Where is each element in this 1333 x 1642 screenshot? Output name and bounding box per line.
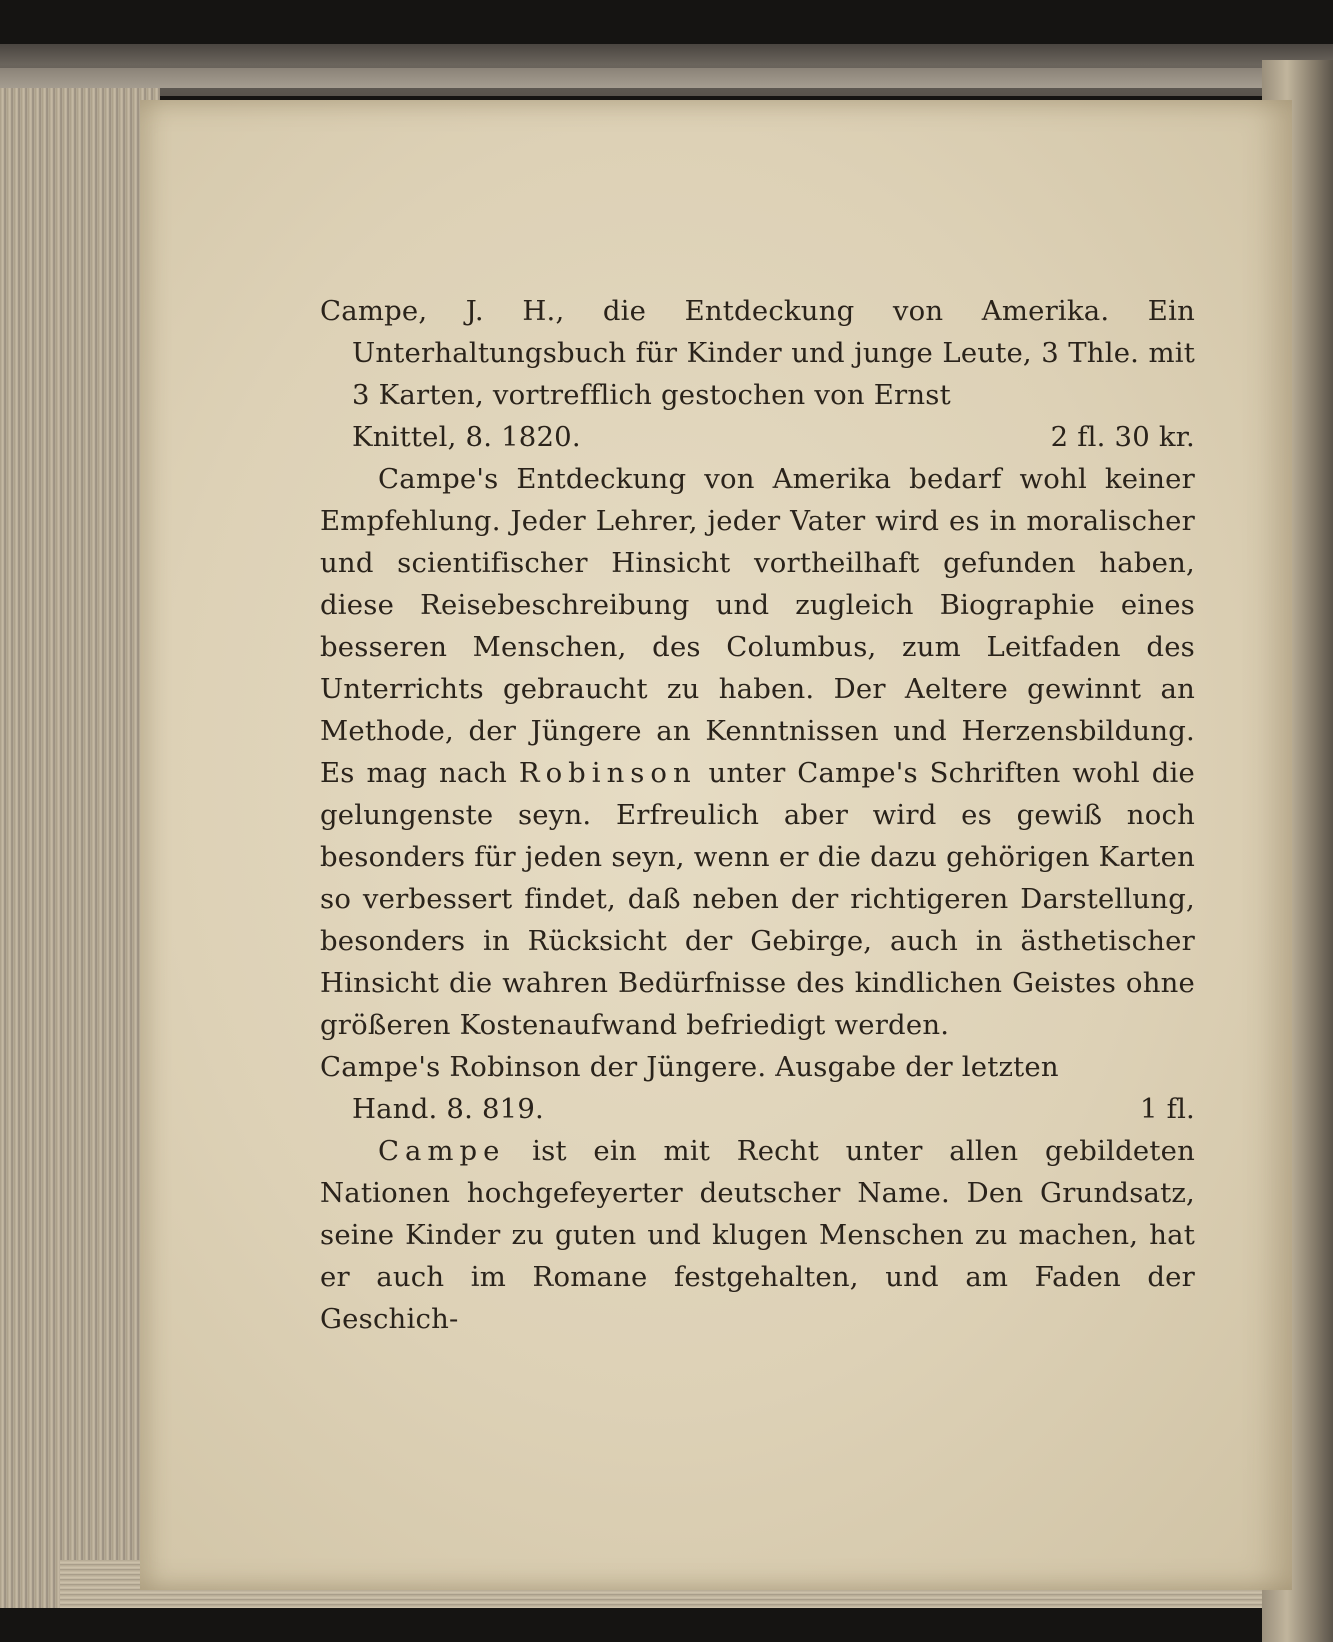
entry-description-spaced: Robinson: [518, 757, 697, 789]
entry-price: 1 fl.: [1140, 1093, 1195, 1125]
catalog-entry: [320, 290, 1195, 1046]
entry-imprint: Hand. 8. 819.: [352, 1093, 544, 1125]
book-page-stack-left: [0, 88, 160, 1608]
entry-description-text: ist ein mit Recht unter allen gebildeten Nationen hochgefeyerter deutscher Name. Den Grundsatz, seine Kinder zu guten und klugen Menschen zu machen, hat er auch im Romane festgehalten, und am Faden der Geschich-: [320, 1135, 1195, 1335]
page-text: [320, 290, 1195, 1340]
entry-title: Campe's Robinson der Jüngere. Ausgabe der letzten: [320, 1051, 1059, 1083]
entry-description-spaced: Campe: [378, 1135, 506, 1167]
entry-title: Campe, J. H., die Entdeckung von Amerika. Ein Unterhaltungsbuch für Kinder und junge Leute, 3 Thle. mit 3 Karten, vortrefflich gestochen von Ernst: [320, 295, 1195, 411]
entry-description-text: Campe's Entdeckung von Amerika bedarf wohl keiner Empfehlung. Jeder Lehrer, jeder Vater wird es in moralischer und scientifischer Hinsicht vortheilhaft gefunden haben, diese Reisebeschreibung und zugleich Biographie eines besseren Menschen, des Columbus, zum Leitfaden des Unterrichts gebraucht zu haben. Der Aeltere gewinnt an Methode, der Jüngere an Kenntnissen und Herzensbildung. Es mag nach: [320, 463, 1195, 789]
entry-description: [320, 458, 1195, 1046]
catalog-entry: [320, 1046, 1195, 1340]
entry-description: [320, 1130, 1195, 1340]
entry-price-line: [320, 1088, 1195, 1130]
entry-imprint: Knittel, 8. 1820.: [352, 421, 581, 453]
entry-price-line: [320, 416, 1195, 458]
entry-description-rest: unter Campe's Schriften wohl die gelungenste seyn. Erfreulich aber wird es gewiß noch besonders für jeden seyn, wenn er die dazu gehörigen Karten so verbessert findet, daß neben der richtigeren Darstellung, besonders in Rücksicht der Gebirge, auch in ästhetischer Hinsicht die wahren Bedürfnisse des kindlichen Geistes ohne größeren Kostenaufwand befriedigt werden.: [320, 757, 1195, 1041]
book-page-edge-top: [0, 68, 1333, 88]
entry-price: 2 fl. 30 kr.: [1050, 421, 1195, 453]
